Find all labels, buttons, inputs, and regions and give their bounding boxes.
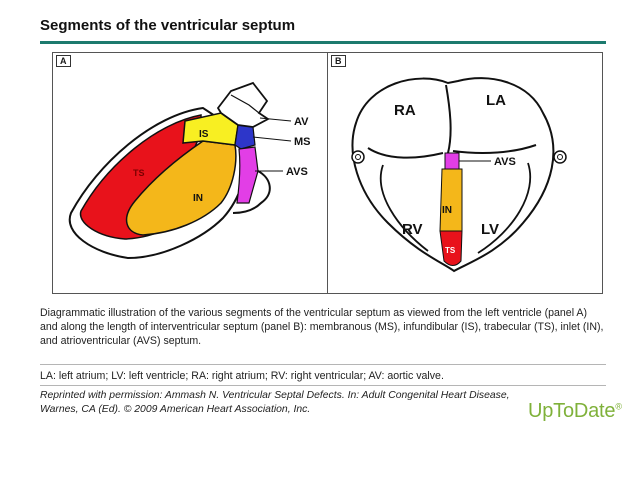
leader-ms <box>253 137 291 141</box>
abbreviation-legend: LA: left atrium; LV: left ventricle; RA: right atrium; RV: right ventricular; AV: aortic valve. <box>40 370 444 382</box>
caption-divider <box>40 364 606 365</box>
uptodate-logo <box>528 400 622 423</box>
label-ts: TS <box>445 246 456 255</box>
label-in: IN <box>442 205 452 216</box>
label-avs: AVS <box>494 156 516 168</box>
label-ms: MS <box>294 136 311 148</box>
label-in: IN <box>193 193 203 204</box>
registered-mark-icon: ® <box>615 401 622 412</box>
label-lv: LV <box>481 221 500 238</box>
panel-a-tag: A <box>56 55 71 67</box>
label-ra: RA <box>394 102 416 119</box>
title-rule <box>40 41 606 44</box>
label-ts: TS <box>133 168 145 178</box>
label-is: IS <box>199 129 209 140</box>
label-avs: AVS <box>286 166 308 178</box>
septum-membranous <box>235 125 255 149</box>
legend-divider <box>40 385 606 386</box>
mitral-valve-inner <box>558 155 563 160</box>
panel-b-diagram <box>328 53 602 293</box>
logo-text: UpToDate <box>528 400 616 422</box>
panel-b <box>327 52 603 294</box>
page-title: Segments of the ventricular septum <box>40 17 296 34</box>
label-rv: RV <box>402 221 423 238</box>
panel-a <box>52 52 328 294</box>
septum-atrioventricular <box>237 147 258 203</box>
panel-a-diagram <box>53 53 327 293</box>
septum-inlet <box>440 169 462 231</box>
label-av: AV <box>294 116 309 128</box>
permission-credit: Reprinted with permission: Ammash N. Ventricular Septal Defects. In: Adult Congenital Heart Disease, Warnes, CA (Ed). © 2009 American Heart Association, Inc. <box>40 390 510 415</box>
figure-caption: Diagrammatic illustration of the various segments of the ventricular septum as viewed from the left ventricle (panel A) and along the length of interventricular septum (panel B): membranous (MS), infundibular (IS), trabecular (TS), inlet (IN), and atrioventricular (AVS) septum. <box>40 307 604 348</box>
label-la: LA <box>486 92 506 109</box>
septum-atrioventricular <box>445 153 459 169</box>
tricuspid-valve-inner <box>356 155 361 160</box>
panel-b-tag: B <box>331 55 346 67</box>
